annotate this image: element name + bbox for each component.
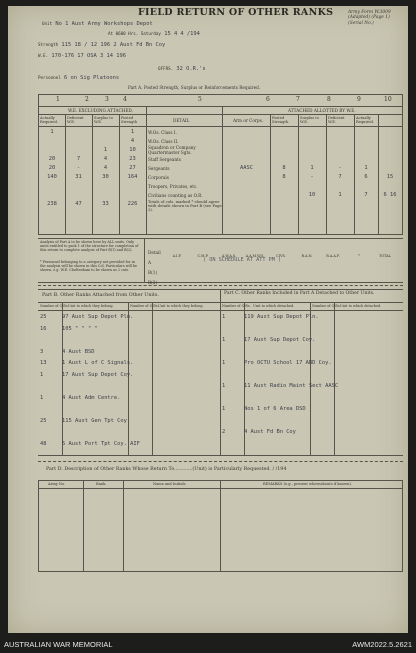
value-row	[39, 200, 146, 209]
analysis-col-label: A.A.M.W.S.	[245, 254, 265, 258]
entry-unit: Nos 1 of 6 Area DSD	[244, 406, 306, 412]
header-value: 15 4 4 /194	[164, 31, 200, 37]
entry-count: 1	[222, 360, 226, 366]
value-cell	[354, 146, 378, 155]
value-cell	[298, 182, 326, 191]
form-no-line: (Adapted) (Page 1)	[348, 15, 390, 21]
value-cell: 4	[103, 156, 108, 162]
analysis-col-label: A.W.A.S.	[221, 254, 237, 258]
analysis-col-label: TOTAL	[379, 254, 391, 258]
value-cell: 20	[48, 165, 56, 171]
header-label: Personnel	[38, 75, 61, 80]
value-cell	[378, 200, 402, 209]
entry-count: 25	[40, 417, 47, 424]
value-cell	[298, 137, 326, 146]
detail-row: Corporals	[148, 175, 169, 180]
header-line-we	[38, 53, 126, 59]
part-d-header: Army No.	[48, 482, 66, 486]
part-d-header: Name and Initials.	[153, 482, 187, 486]
entry-row	[40, 312, 212, 324]
value-cell	[119, 191, 146, 200]
header-label: OFFRS.	[158, 66, 174, 71]
entry-row	[222, 381, 394, 393]
header-label: At 0600 Hrs. Saturday	[108, 31, 161, 36]
col-number: 4	[123, 96, 127, 103]
value-cell	[92, 137, 119, 146]
value-row	[223, 146, 402, 155]
col-number: 3	[105, 96, 109, 103]
detail-row: Squadron or Company Quartermaster Sgts.	[148, 145, 196, 155]
value-row	[39, 191, 146, 200]
part-b-header: Unit to which they belong.	[158, 304, 204, 308]
value-row	[223, 200, 402, 209]
value-cell	[92, 128, 119, 137]
entry-count	[222, 393, 244, 405]
analysis-row-label: B(2)	[148, 280, 158, 285]
part-c-header: Number of O.Rs.	[222, 304, 251, 308]
analysis-col-label: *	[358, 254, 360, 258]
analysis-col-label: CIVS.	[276, 254, 286, 258]
value-cell: 7	[364, 192, 368, 198]
detail-row: Troopers, Privates, etc.	[148, 184, 198, 189]
col-head: Deficient W.E.	[328, 116, 345, 124]
form-no-line: (Serial No.)	[348, 20, 374, 26]
analysis-col-label: R.A.A.F.	[326, 254, 340, 258]
value-cell: 15	[386, 174, 394, 180]
detail-list	[148, 128, 222, 213]
value-cell: 4	[103, 165, 108, 171]
entry-row	[40, 393, 212, 405]
col-number: 6	[266, 96, 270, 103]
value-row	[223, 137, 402, 146]
value-cell	[223, 182, 270, 191]
detail-row: Civilians counting as O.R.	[148, 193, 203, 198]
value-cell	[378, 164, 402, 173]
entry-unit	[244, 416, 394, 428]
part-a-title: Part A. Posted Strength, Surplus or Reinforcements Required.	[128, 85, 261, 90]
value-cell	[378, 146, 402, 155]
entry-count: 3	[40, 348, 44, 355]
value-cell	[354, 155, 378, 164]
col-number: 5	[198, 96, 202, 103]
left-values	[39, 128, 146, 209]
header-line-unit	[42, 21, 153, 27]
value-cell	[223, 137, 270, 146]
detail-row: Staff Sergeants	[148, 157, 181, 162]
entry-count: 1	[40, 394, 44, 401]
entry-row	[222, 416, 394, 428]
value-cell: 8	[282, 165, 286, 171]
entry-count: 48	[40, 440, 47, 447]
entry-unit: 97 Aust Sup Depot Pln.	[62, 314, 134, 320]
col-head: Arm or Corps.	[233, 118, 264, 123]
value-cell: 10	[129, 147, 136, 153]
header-line-personnel	[38, 75, 119, 81]
part-b-header: Unit to which they belong.	[68, 304, 114, 308]
value-cell: -	[310, 174, 314, 180]
value-cell	[326, 128, 354, 137]
header-value: 115 18 / 12 196 2 Aust Fd Bn Coy	[61, 42, 166, 48]
value-cell: 1	[364, 165, 368, 171]
entry-unit: 17 Aust Sup Depot Coy.	[62, 371, 134, 378]
value-row	[223, 155, 402, 164]
analysis-row-label: B(1)	[148, 270, 158, 275]
value-cell	[39, 191, 65, 200]
value-cell	[354, 128, 378, 137]
value-cell: 47	[75, 201, 82, 207]
part-c-header: Unit to which detached.	[253, 304, 295, 308]
analysis-col-label: C.M.F.	[197, 254, 209, 258]
value-cell	[270, 200, 298, 209]
value-cell	[298, 155, 326, 164]
value-cell	[223, 128, 270, 137]
analysis-row-label: Detail	[148, 250, 161, 255]
value-row	[39, 164, 146, 173]
part-c-entries	[222, 312, 394, 450]
value-cell: 1	[103, 147, 108, 153]
we-excluding-label: W.E. EXCLUDING ATTACHED.	[68, 108, 133, 113]
entry-count: 1	[40, 371, 44, 378]
part-b-header: Number of O.Rs.	[40, 304, 69, 308]
value-row	[223, 164, 402, 173]
col-head: Surplus to W.E.	[94, 116, 113, 124]
value-cell	[65, 128, 92, 137]
entry-unit: 119 Aust Sup Depot Pln.	[244, 314, 319, 320]
value-cell	[65, 191, 92, 200]
header-line-offrs	[158, 66, 206, 72]
value-cell: 8	[282, 174, 286, 180]
entry-row	[222, 393, 394, 405]
analysis-col-label: A.I.F.	[172, 254, 182, 258]
analysis-note: Analysis of Part A to be shown here by ALL units. Only units entitled to pack 1 of the structure for completion of this return to complete analysis of Part B(1) and B(2).	[40, 240, 139, 252]
entry-count: 16	[40, 325, 47, 332]
right-values	[223, 128, 402, 209]
header-label: W.E.	[38, 53, 49, 58]
value-row	[39, 155, 146, 164]
value-cell: 23	[129, 156, 136, 162]
value-cell: 7	[338, 174, 342, 180]
entry-row	[40, 370, 212, 382]
value-cell	[298, 200, 326, 209]
value-cell	[378, 137, 402, 146]
entry-row	[40, 427, 212, 439]
entry-count	[222, 370, 244, 382]
value-cell	[378, 155, 402, 164]
part-d-title: Part D. Description of Other Ranks Whose Return To............(Unit) is Particularly Requested. / /194	[46, 467, 287, 472]
header-value: 32 O.R.'s	[176, 66, 206, 72]
analysis-note-2: * Personnel belonging to a category not provided for in the analysis will be shown in this Col. Particulars will be shown, e.g. W.E. Cheltenham to be shown as 2 cats.	[40, 260, 138, 272]
value-cell: 226	[127, 201, 138, 207]
entry-unit: 4 Aust Fd Bn Coy	[244, 429, 296, 435]
part-c-header: Unit to which detached.	[340, 304, 382, 308]
value-cell: 20	[48, 156, 56, 162]
entry-count	[222, 416, 244, 428]
value-cell	[223, 155, 270, 164]
value-cell	[270, 137, 298, 146]
entry-row	[40, 347, 212, 359]
value-cell	[326, 182, 354, 191]
part-d-header: Rank.	[96, 482, 107, 486]
entry-unit: 11 Aust Radio Maint Sect AASC	[244, 383, 339, 389]
footer-accession: AWM2022.5.2621	[352, 640, 412, 649]
detail-row: W.Os. Class I.	[148, 130, 177, 135]
header-line-date	[108, 31, 200, 37]
entry-count	[40, 335, 62, 347]
value-cell	[223, 173, 270, 182]
col-number: 9	[357, 96, 361, 103]
value-cell	[326, 146, 354, 155]
value-cell	[326, 200, 354, 209]
header-line-strength	[38, 42, 165, 48]
entry-count	[40, 427, 62, 439]
value-cell: AASC	[240, 165, 253, 171]
detail-row: Sergeants	[148, 166, 170, 171]
value-cell: 1	[338, 192, 342, 198]
header-value: 170-176 17 OSA 3 14 196	[51, 53, 126, 59]
entry-count: 1	[222, 406, 226, 412]
value-cell: 238	[47, 201, 57, 207]
entry-unit: 4 Aust Adm Centre.	[62, 394, 121, 401]
value-cell	[65, 137, 92, 146]
value-cell	[92, 182, 119, 191]
entry-row	[40, 416, 212, 428]
entry-count: 1	[222, 314, 226, 320]
analysis-row-labels	[148, 248, 161, 288]
value-cell: 31	[75, 174, 82, 180]
entry-row	[222, 312, 394, 324]
entry-count: 2	[222, 429, 226, 435]
entry-unit	[244, 439, 394, 451]
entry-unit	[62, 404, 212, 416]
part-b-header: Number of O.Rs.	[130, 304, 159, 308]
value-cell	[223, 200, 270, 209]
value-row	[223, 182, 402, 191]
value-cell: -	[76, 165, 81, 171]
value-cell	[39, 182, 65, 191]
form-title: FIELD RETURN OF OTHER RANKS	[138, 7, 334, 18]
footer-institution: AUSTRALIAN WAR MEMORIAL	[4, 640, 113, 649]
col-head: Posted Strength	[121, 116, 138, 124]
entry-count	[222, 324, 244, 336]
value-cell: 30	[102, 174, 109, 180]
value-cell	[270, 155, 298, 164]
value-cell	[223, 146, 270, 155]
entry-unit	[244, 370, 394, 382]
entry-count: 13	[40, 360, 47, 366]
col-head: DETAIL	[173, 118, 190, 123]
part-b-title: Part B. Other Ranks Attached from Other Units.	[42, 293, 159, 298]
header-label: Unit	[42, 21, 53, 26]
part-b-entries	[40, 312, 212, 450]
value-row	[39, 182, 146, 191]
value-cell	[326, 137, 354, 146]
entry-row	[40, 358, 212, 370]
value-row	[223, 173, 402, 182]
value-cell	[354, 137, 378, 146]
value-cell	[270, 128, 298, 137]
entry-row	[222, 335, 394, 347]
entry-row	[222, 427, 394, 439]
entry-count	[40, 404, 62, 416]
value-cell	[298, 146, 326, 155]
entry-row	[222, 347, 394, 359]
col-number: 7	[296, 96, 300, 103]
part-c-title: Part C. Other Ranks Included in Part A Detached to Other Units.	[224, 291, 375, 296]
col-number: 8	[327, 96, 331, 103]
col-number: 1	[56, 96, 60, 103]
value-row	[39, 146, 146, 155]
entry-row	[40, 381, 212, 393]
entry-unit: 115 Aust Gen Tpt Coy.	[62, 417, 131, 424]
form-no-line: Army Form W.3009	[348, 10, 391, 15]
analysis-col-label: R.A.N.	[301, 254, 313, 258]
value-cell: 27	[129, 165, 136, 171]
col-head: Posted Strength.	[272, 116, 290, 124]
entry-unit: 105 " " " "	[62, 325, 98, 332]
value-cell	[378, 128, 402, 137]
entry-count	[222, 347, 244, 359]
entry-count	[40, 381, 62, 393]
value-cell: 1	[50, 129, 54, 135]
value-cell	[223, 191, 270, 200]
value-row	[223, 128, 402, 137]
value-cell: 4	[130, 138, 135, 144]
value-cell: 1	[310, 165, 314, 171]
entry-unit	[62, 427, 212, 439]
value-cell	[270, 191, 298, 200]
entry-unit	[244, 393, 394, 405]
analysis-stamp: ( ON SCHEDULE AT ATT PM )	[203, 257, 282, 263]
value-cell	[298, 128, 326, 137]
entry-row	[40, 439, 212, 451]
entry-unit	[244, 324, 394, 336]
header-label: Strength	[38, 42, 59, 47]
form-number	[348, 10, 391, 26]
entry-unit: 1 Aust L of C Signals.	[62, 360, 134, 366]
col-head: Actually Required.	[356, 116, 374, 124]
analysis-row-label: A	[148, 260, 152, 265]
value-cell: -	[338, 165, 342, 171]
col-head: Deficient W.E.	[67, 116, 84, 124]
value-cell	[65, 182, 92, 191]
entry-count	[222, 439, 244, 451]
col-number: 2	[85, 96, 89, 103]
entry-row	[40, 324, 212, 336]
entry-row	[222, 358, 394, 370]
value-row	[39, 128, 146, 137]
form-sheet	[8, 6, 408, 633]
entry-row	[222, 404, 394, 416]
value-cell	[354, 200, 378, 209]
entry-row	[40, 335, 212, 347]
entry-row	[222, 324, 394, 336]
value-cell: 1	[130, 129, 135, 135]
col-number: 10	[384, 96, 392, 103]
header-value: No 1 Aust Army Workshops Depot	[55, 21, 153, 27]
value-cell	[270, 182, 298, 191]
value-cell: 140	[47, 174, 57, 180]
entry-unit	[244, 347, 394, 359]
entry-count: 1	[222, 337, 226, 343]
value-cell: 164	[127, 174, 138, 180]
part-d-header: REMARKS (e.g., present whereabouts if known).	[263, 482, 352, 486]
part-c-header: Number of O.Rs.	[312, 304, 341, 308]
value-cell	[119, 182, 146, 191]
col-head: Surplus to W.E.	[300, 116, 319, 124]
detail-row: Totals of cols. marked * should agree with details shown in Part B (see Page 2).	[148, 199, 222, 213]
entry-unit: 4 Aust BSD	[62, 348, 95, 355]
entry-unit: Pro OCTU School 17 ABD Coy.	[244, 360, 332, 366]
entry-row	[40, 404, 212, 416]
value-cell	[65, 146, 92, 155]
value-cell: 33	[102, 201, 109, 207]
entry-count: 25	[40, 314, 47, 320]
value-cell	[354, 182, 378, 191]
value-cell: 6	[364, 174, 368, 180]
entry-count: 1	[222, 383, 226, 389]
entry-unit: 17 Aust Sup Depot Coy.	[244, 337, 316, 343]
col-head: Actually Required.	[40, 116, 58, 124]
header-value: 6 on Sig Platoons	[63, 75, 120, 81]
value-cell: 6 16	[383, 192, 397, 198]
value-row	[223, 191, 402, 200]
value-cell	[92, 191, 119, 200]
value-cell: 10	[308, 192, 316, 198]
entry-unit	[62, 381, 212, 393]
attached-allotted-label: ATTACHED ALLOTTED BY W.E.	[288, 108, 356, 113]
archive-footer	[0, 636, 416, 653]
value-row	[39, 137, 146, 146]
value-cell	[39, 146, 65, 155]
value-cell	[270, 146, 298, 155]
value-cell	[39, 137, 65, 146]
detail-row: W.Os. Class II.	[148, 139, 179, 144]
value-cell: 7	[76, 156, 81, 162]
entry-unit	[62, 335, 212, 347]
value-cell	[378, 182, 402, 191]
value-cell	[326, 155, 354, 164]
entry-row	[222, 370, 394, 382]
entry-row	[222, 439, 394, 451]
value-row	[39, 173, 146, 182]
entry-unit: 5 Aust Port Tpt Coy. AIF	[62, 440, 140, 447]
